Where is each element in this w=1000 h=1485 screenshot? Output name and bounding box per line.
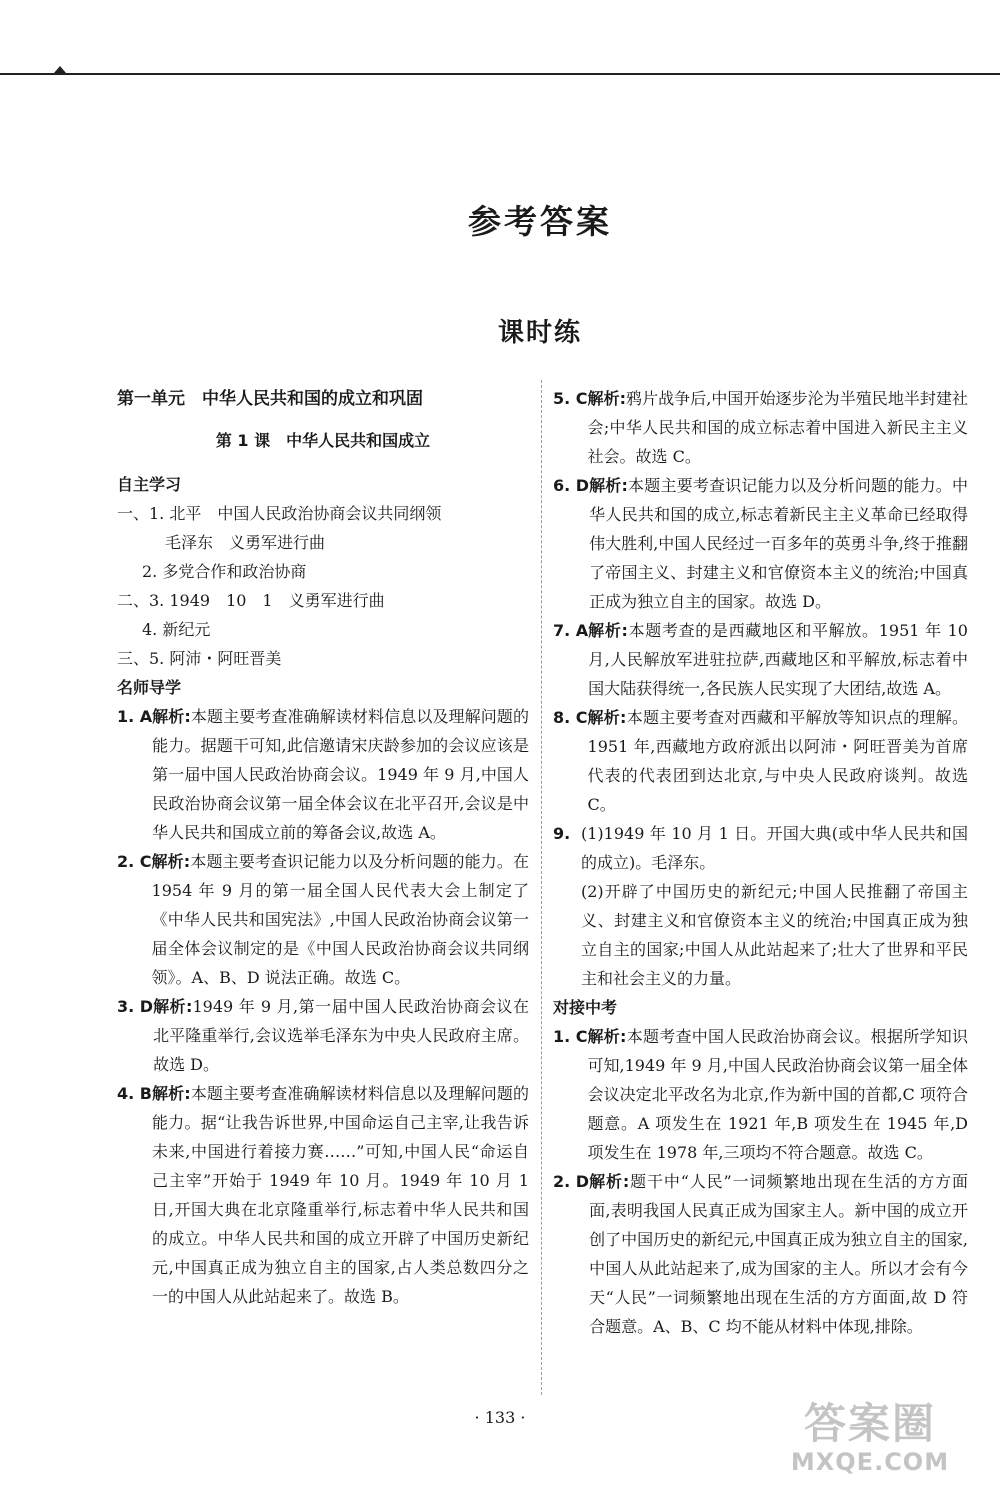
answer-item xyxy=(117,1079,529,1311)
analysis-label: 解析: xyxy=(152,707,191,726)
answer-number: 3. D xyxy=(117,997,154,1016)
left-column xyxy=(117,384,529,1311)
answer-line: 三、5. 阿沛・阿旺晋美 xyxy=(117,649,282,668)
page-title: 参考答案 xyxy=(468,202,612,241)
guide-heading: 名师导学 xyxy=(117,678,182,697)
answer-line: 一、1. 北平 中国人民政治协商会议共同纲领 xyxy=(117,504,442,523)
right-column xyxy=(553,384,968,1341)
answer-number: 7. A xyxy=(553,621,589,640)
column-divider xyxy=(541,380,542,1395)
section-title: 课时练 xyxy=(497,318,582,348)
answer-number: 6. D xyxy=(553,476,590,495)
analysis-text: 本题主要考查对西藏和平解放等知识点的理解。1951 年,西藏地方政府派出以阿沛・阿旺晋美为首席代表的代表团到达北京,与中央人民政府谈判。故选 C。 xyxy=(587,708,968,814)
analysis-text: 本题考查的是西藏地区和平解放。1951 年 10 月,人民解放军进驻拉萨,西藏地区和平解放,标志着中国大陆获得统一,各民族人民实现了大团结,故选 A。 xyxy=(588,621,968,698)
answer-item xyxy=(117,702,529,847)
watermark xyxy=(770,1400,970,1480)
answer-body xyxy=(588,703,968,819)
analysis-text: 本题主要考查识记能力以及分析问题的能力。在 1954 年 9 月的第一届全国人民代表大会上制定了《中华人民共和国宪法》,中国人民政治协商会议第一届全体会议制定的是《中国人民政治协商会议共同纲领》。A、B、D 说法正确。故选 C。 xyxy=(151,852,529,987)
exam-heading: 对接中考 xyxy=(553,998,618,1017)
answer-body xyxy=(153,992,529,1079)
analysis-text: 鸦片战争后,中国开始逐步沦为半殖民地半封建社会;中华人民共和国的成立标志着中国进入新民主主义社会。故选 C。 xyxy=(587,389,968,466)
answer-item xyxy=(553,384,968,471)
answer-item xyxy=(117,992,529,1079)
answer-body xyxy=(588,616,968,703)
analysis-text: 题干中“人民”一词频繁地出现在生活的方方面面,表明我国人民真正成为国家主人。新中国的成立开创了中国历史的新纪元,中国真正成为独立自主的国家,中国人从此站起来了,成为国家的主人。所以才会有今天“人民”一词频繁地出现在生活的方方面面,故 D 符合题意。A、B、C 均不能从材料中体现,排除。 xyxy=(589,1172,968,1336)
answer-body xyxy=(588,384,968,471)
answer-body xyxy=(589,1167,968,1341)
analysis-text: 本题主要考查准确解读材料信息以及理解问题的能力。据“让我告诉世界,中国命运自己主宰,让我告诉未来,中国进行着接力赛……”可知,中国人民“命运自己主宰”开始于 1949 年 10 月。1949 年 10 月 1 日,开国大典在北京隆重举行,标志着中华人民共和国的成立。中华人民共和国的成立开辟了中国历史新纪元,中国真正成为独立自主的国家,占人类总数四分之一的中国人从此站起来了。故选 B。 xyxy=(151,1084,529,1306)
analysis-label: 解析: xyxy=(587,1027,627,1046)
analysis-label: 解析: xyxy=(151,852,191,871)
answer-item xyxy=(553,1167,968,1341)
unit-title: 第一单元 中华人民共和国的成立和巩固 xyxy=(117,389,423,409)
analysis-text: 1949 年 9 月,第一届中国人民政治协商会议在北平隆重举行,会议选举毛泽东为中央人民政府主席。故选 D。 xyxy=(153,997,529,1074)
answer-number: 2. D xyxy=(553,1172,590,1191)
analysis-label: 解析: xyxy=(589,1172,630,1191)
answer-body xyxy=(152,702,529,847)
answer-number: 1. C xyxy=(553,1027,588,1046)
analysis-text: 本题考查中国人民政治协商会议。根据所学知识可知,1949 年 9 月,中国人民政治协商会议第一届全体会议决定北平改名为北京,作为新中国的首都,C 项符合题意。A 项发生在 1921 年,B 项发生在 1945 年,D 项发生在 1978 年,三项均不符合题意。故选 C。 xyxy=(587,1027,968,1162)
analysis-text: 本题主要考查准确解读材料信息以及理解问题的能力。据题干可知,此信邀请宋庆龄参加的会议应该是第一届中国人民政治协商会议。1949 年 9 月,中国人民政治协商会议第一届全体会议在北平召开,会议是中华人民共和国成立前的筹备会议,故选 A。 xyxy=(152,707,529,842)
answer-item-9 xyxy=(553,819,968,877)
triangle-marker-icon xyxy=(54,66,66,73)
answer-body xyxy=(152,1079,529,1311)
answer-number: 4. B xyxy=(117,1084,152,1103)
analysis-label: 解析: xyxy=(587,389,627,408)
answer-number: 9. xyxy=(553,824,571,843)
answer-line: 2. 多党合作和政治协商 xyxy=(142,562,307,581)
answer-item xyxy=(117,847,529,992)
watermark-logo: 答案圈 xyxy=(803,1399,936,1448)
answer-line: 二、3. 1949 10 1 义勇军进行曲 xyxy=(117,591,385,610)
self-study-heading: 自主学习 xyxy=(117,475,182,494)
answer-continuation: (2)开辟了中国历史的新纪元;中国人民推翻了帝国主义、封建主义和官僚资本主义的统治;中国真正成为独立自主的国家;中国人从此站起来了;壮大了世界和平民主和社会主义的力量。 xyxy=(581,882,968,988)
answer-line: 毛泽东 义勇军进行曲 xyxy=(165,533,326,552)
analysis-text: 本题主要考查识记能力以及分析问题的能力。中华人民共和国的成立,标志着新民主主义革命已经取得伟大胜利,中国人民经过一百多年的英勇斗争,终于推翻了帝国主义、封建主义和官僚资本主义的统治;中国真正成为独立自主的国家。故选 D。 xyxy=(589,476,968,611)
answer-line: 4. 新纪元 xyxy=(142,620,211,639)
answer-item xyxy=(553,471,968,616)
watermark-text: MXQE.COM xyxy=(790,1448,950,1476)
analysis-label: 解析: xyxy=(587,708,627,727)
page-number: · 133 · xyxy=(474,1408,526,1427)
analysis-label: 解析: xyxy=(153,997,193,1016)
analysis-label: 解析: xyxy=(589,476,628,495)
lesson-title: 第 1 课 中华人民共和国成立 xyxy=(215,431,431,450)
answer-number: 8. C xyxy=(553,708,588,727)
top-rule xyxy=(0,73,1000,75)
answer-item xyxy=(553,1022,968,1167)
answer-body xyxy=(588,1022,968,1167)
answer-item xyxy=(553,616,968,703)
analysis-label: 解析: xyxy=(588,621,628,640)
answer-item xyxy=(553,703,968,819)
answer-number: 5. C xyxy=(553,389,588,408)
answer-body xyxy=(152,847,529,992)
answer-number: 1. A xyxy=(117,707,153,726)
answer-body: (1)1949 年 10 月 1 日。开国大典(或中华人民共和国的成立)。毛泽东。 xyxy=(581,824,968,872)
answer-number: 2. C xyxy=(117,852,152,871)
answer-body xyxy=(589,471,968,616)
analysis-label: 解析: xyxy=(151,1084,191,1103)
